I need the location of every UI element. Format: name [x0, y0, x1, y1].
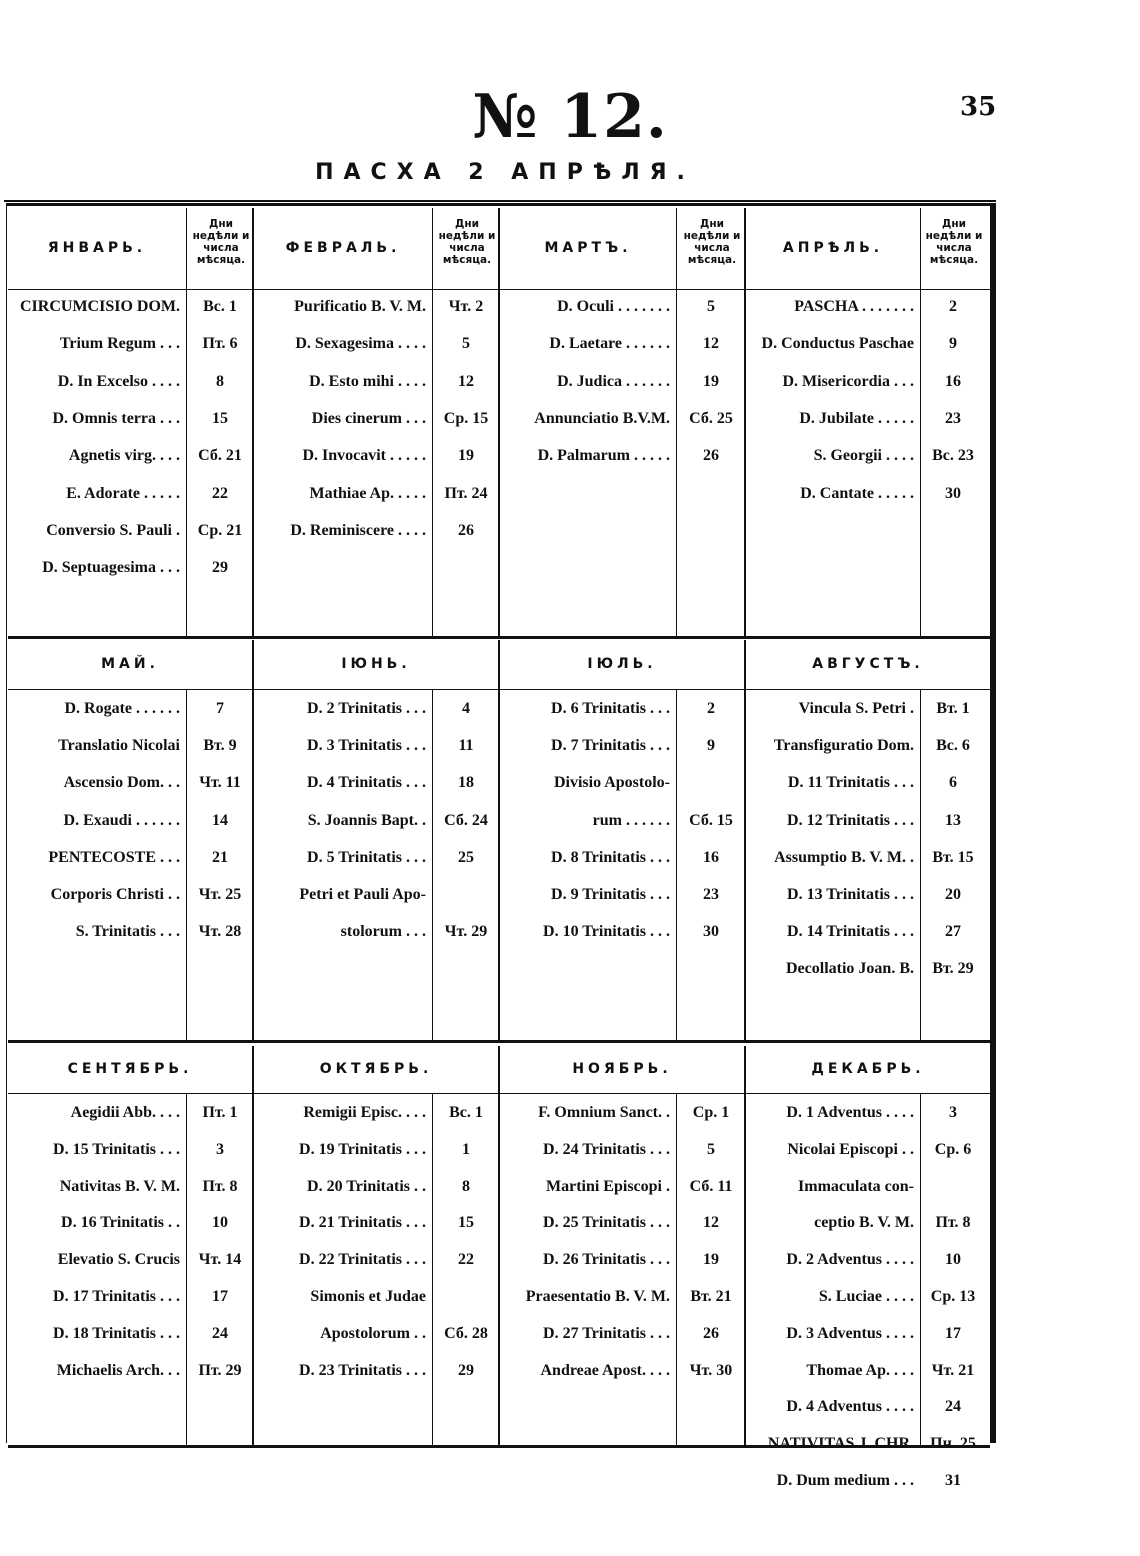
feast-day: Вс. 6 — [936, 737, 970, 755]
feast-day: Вт. 1 — [936, 700, 970, 717]
feast-name: Elevatio S. Crucis — [57, 1251, 180, 1269]
feast-day: 17 — [945, 1324, 961, 1342]
feast-day: Вс. 1 — [203, 298, 237, 315]
feast-name: D. 3 Trinitatis . . . — [307, 737, 426, 755]
block-bottom-rule — [8, 1040, 990, 1043]
feast-name: D. 17 Trinitatis . . . — [53, 1288, 180, 1305]
feast-name: D. Conductus Paschae — [761, 335, 914, 353]
day-column-header: Дни недѣли и числа мѣсяца. — [925, 218, 983, 266]
feast-day: 5 — [707, 298, 715, 315]
block-bottom-rule — [8, 636, 990, 639]
feast-name: D. Reminiscere . . . . — [290, 521, 426, 539]
feast-name: D. Omnis terra . . . — [52, 409, 180, 427]
feast-name: Petri et Pauli Apo- — [299, 886, 426, 903]
feast-day: Чт. 11 — [199, 774, 241, 792]
month-header: АПРѢЛЬ. — [782, 240, 884, 256]
feast-name: D. 20 Trinitatis . . — [307, 1177, 426, 1195]
feast-name: D. Jubilate . . . . . — [799, 409, 914, 427]
feast-day: 2 — [949, 298, 957, 315]
feast-day: 26 — [703, 447, 719, 465]
month-divider — [252, 640, 254, 1040]
feast-name: Assumptio B. V. M. . — [774, 848, 914, 866]
feast-name: D. 25 Trinitatis . . . — [543, 1214, 670, 1232]
feast-name: D. 3 Adventus . . . . — [786, 1324, 914, 1342]
feast-day: 12 — [458, 372, 474, 390]
feast-day: 21 — [212, 848, 228, 866]
month-header: СЕНТЯБРЬ. — [67, 1061, 193, 1077]
feast-name: D. Cantate . . . . . — [800, 484, 914, 502]
feast-day: Вт. 15 — [932, 848, 974, 866]
feast-name: Decollatio Joan. B. — [786, 960, 914, 978]
feast-day: 16 — [703, 848, 719, 866]
feast-name: D. 14 Trinitatis . . . — [787, 923, 914, 941]
feast-day: 18 — [458, 774, 474, 792]
feast-day: 23 — [703, 886, 719, 903]
feast-day: 15 — [458, 1214, 474, 1232]
feast-name: Martini Episcopi . — [545, 1177, 670, 1195]
feast-name: D. 23 Trinitatis . . . — [299, 1361, 426, 1379]
feast-day: 6 — [949, 774, 957, 792]
feast-day: 15 — [212, 409, 228, 427]
day-column-header: Дни недѣли и числа мѣсяца. — [683, 218, 741, 266]
feast-day: Вт. 9 — [203, 737, 237, 755]
feast-day: 14 — [212, 811, 228, 829]
table-left-border — [6, 203, 7, 1443]
day-column-header: Дни недѣли и числа мѣсяца. — [438, 218, 496, 266]
top-rule — [4, 200, 996, 202]
feast-name: Immaculata con- — [798, 1177, 914, 1195]
feast-name: D. 13 Trinitatis . . . — [787, 886, 914, 903]
feast-name: D. 7 Trinitatis . . . — [551, 737, 670, 755]
feast-day: Пт. 8 — [935, 1214, 971, 1232]
feast-name: PASCHA . . . . . . . — [794, 298, 914, 315]
feast-day: Ср. 15 — [443, 409, 489, 427]
month-header: ОКТЯБРЬ. — [319, 1061, 433, 1077]
feast-day: 19 — [703, 1251, 719, 1269]
feast-name: Transfiguratio Dom. — [773, 737, 914, 755]
feast-name: D. 19 Trinitatis . . . — [299, 1140, 426, 1158]
feast-name: Ascensio Dom. . . — [63, 774, 180, 792]
feast-name: Agnetis virg. . . . — [68, 447, 180, 465]
feast-day: Вс. 23 — [932, 447, 974, 465]
feast-day: Пн. 25 — [930, 1435, 976, 1453]
month-header: НОЯБРЬ. — [572, 1061, 672, 1077]
feast-day: Ср. 1 — [692, 1104, 730, 1121]
month-divider — [744, 1046, 746, 1445]
feast-day: 3 — [949, 1104, 957, 1121]
feast-day: 8 — [462, 1177, 470, 1195]
feast-day: Сб. 11 — [689, 1177, 733, 1195]
feast-name: D. Rogate . . . . . . — [64, 700, 180, 717]
feast-day: Ср. 6 — [934, 1140, 972, 1158]
table-right-border — [990, 203, 996, 1443]
feast-name: Apostolorum . . — [320, 1324, 426, 1342]
feast-name: Praesentatio B. V. M. — [525, 1288, 670, 1305]
feast-day: 26 — [458, 521, 474, 539]
feast-name: Thomae Ap. . . . — [806, 1361, 914, 1379]
feast-day: 5 — [462, 335, 470, 353]
feast-name: Translatio Nicolai — [58, 737, 180, 755]
feast-name: D. Misericordia . . . — [782, 372, 914, 390]
feast-day: Чт. 29 — [444, 923, 488, 941]
feast-day: 24 — [212, 1324, 228, 1342]
feast-name: D. 6 Trinitatis . . . — [551, 700, 670, 717]
feast-name: D. 4 Trinitatis . . . — [307, 774, 426, 792]
feast-name: D. 21 Trinitatis . . . — [299, 1214, 426, 1232]
feast-day: Сб. 21 — [198, 447, 242, 465]
feast-name: Conversio S. Pauli . — [46, 521, 180, 539]
feast-name: Divisio Apostolo- — [553, 774, 670, 792]
feast-name: S. Georgii . . . . — [813, 447, 914, 465]
feast-day: 16 — [945, 372, 961, 390]
feast-name: D. Sexagesima . . . . — [295, 335, 426, 353]
feast-name: D. Invocavit . . . . . — [302, 447, 426, 465]
feast-name: D. Septuagesima . . . — [42, 559, 180, 577]
feast-name: stolorum . . . — [340, 923, 426, 941]
feast-day: 4 — [462, 700, 470, 717]
feast-day: 22 — [212, 484, 228, 502]
feast-day: Вт. 29 — [932, 960, 974, 978]
feast-name: S. Joannis Bapt. . — [307, 811, 426, 829]
feast-day: 12 — [703, 1214, 719, 1232]
feast-name: Nicolai Episcopi . . — [787, 1140, 914, 1158]
feast-name: Andreae Apost. . . . — [540, 1361, 670, 1379]
feast-day: 1 — [462, 1140, 470, 1158]
month-header: АВГУСТЪ. — [812, 656, 924, 672]
month-divider — [498, 640, 500, 1040]
feast-name: Michaelis Arch. . . — [56, 1361, 180, 1379]
feast-day: 20 — [945, 886, 961, 903]
feast-name: NATIVITAS J. CHR. — [767, 1435, 914, 1453]
day-column-header: Дни недѣли и числа мѣсяца. — [192, 218, 250, 266]
feast-name: Nativitas B. V. M. — [59, 1177, 180, 1195]
table-top-rule — [6, 203, 996, 206]
feast-name: D. 22 Trinitatis . . . — [299, 1251, 426, 1269]
month-header: МАЙ. — [101, 656, 159, 672]
feast-name: Trium Regum . . . — [59, 335, 180, 353]
feast-name: D. 8 Trinitatis . . . — [551, 848, 670, 866]
feast-name: D. Esto mihi . . . . — [309, 372, 426, 390]
feast-day: 30 — [945, 484, 961, 502]
feast-day: 29 — [212, 559, 228, 577]
feast-name: Dies cinerum . . . — [311, 409, 426, 427]
month-header: IЮЛЬ. — [587, 656, 657, 672]
feast-day: 24 — [945, 1398, 961, 1416]
feast-name: D. Oculi . . . . . . . — [557, 298, 670, 315]
feast-name: D. Exaudi . . . . . . — [63, 811, 180, 829]
feast-day: 7 — [216, 700, 224, 717]
feast-name: D. 4 Adventus . . . . — [786, 1398, 914, 1416]
feast-day: Сб. 25 — [689, 409, 733, 427]
feast-day: Чт. 14 — [198, 1251, 242, 1269]
feast-name: D. 2 Adventus . . . . — [786, 1251, 914, 1269]
feast-day: Пт. 29 — [198, 1361, 242, 1379]
feast-day: Чт. 25 — [198, 886, 242, 903]
feast-name: Aegidii Abb. . . . — [70, 1104, 180, 1121]
feast-day: 5 — [707, 1140, 715, 1158]
feast-name: D. 16 Trinitatis . . — [61, 1214, 180, 1232]
feast-day: Пт. 6 — [202, 335, 238, 353]
feast-name: D. 5 Trinitatis . . . — [307, 848, 426, 866]
feast-day: Чт. 21 — [931, 1361, 975, 1379]
feast-name: D. 11 Trinitatis . . . — [787, 774, 914, 792]
feast-day: Пт. 24 — [444, 484, 488, 502]
feast-name: Annunciatio B.V.M. — [534, 409, 670, 427]
feast-day: 25 — [458, 848, 474, 866]
feast-day: 9 — [949, 335, 957, 353]
feast-name: D. 9 Trinitatis . . . — [551, 886, 670, 903]
feast-day: 12 — [703, 335, 719, 353]
feast-day: Чт. 30 — [689, 1361, 733, 1379]
feast-name: Purificatio B. V. M. — [294, 298, 426, 315]
feast-name: CIRCUMCISIO DOM. — [20, 298, 180, 315]
feast-day: 23 — [945, 409, 961, 427]
feast-name: Vincula S. Petri . — [798, 700, 914, 717]
feast-name: E. Adorate . . . . . — [66, 484, 180, 502]
month-divider — [252, 1046, 254, 1445]
month-header: ДЕКАБРЬ. — [811, 1061, 925, 1077]
feast-name: Corporis Christi . . — [50, 886, 180, 903]
feast-day: 9 — [707, 737, 715, 755]
feast-name: S. Trinitatis . . . — [75, 923, 180, 941]
feast-name: Mathiae Ap. . . . . — [309, 484, 426, 502]
feast-name: D. Laetare . . . . . . — [549, 335, 670, 353]
page-title: № 12. — [472, 82, 668, 152]
feast-day: 31 — [945, 1472, 961, 1489]
month-header: МАРТЪ. — [544, 240, 632, 256]
feast-name: D. Dum medium . . . — [776, 1472, 914, 1489]
feast-name: PENTECOSTE . . . — [48, 848, 180, 866]
page-number: 35 — [960, 92, 997, 122]
feast-name: D. 12 Trinitatis . . . — [787, 811, 914, 829]
feast-day: Пт. 1 — [202, 1104, 238, 1121]
feast-day: 30 — [703, 923, 719, 941]
feast-name: D. 10 Trinitatis . . . — [543, 923, 670, 941]
feast-day: 22 — [458, 1251, 474, 1269]
feast-name: D. 24 Trinitatis . . . — [543, 1140, 670, 1158]
feast-day: Ср. 21 — [197, 521, 243, 539]
feast-name: ceptio B. V. M. — [814, 1214, 914, 1232]
feast-day: Пт. 8 — [202, 1177, 238, 1195]
feast-name: D. 15 Trinitatis . . . — [53, 1140, 180, 1158]
feast-day: Сб. 15 — [689, 811, 733, 829]
feast-name: Simonis et Judae — [310, 1288, 426, 1305]
feast-name: F. Omnium Sanct. . — [538, 1104, 670, 1121]
month-header: IЮНЬ. — [341, 656, 411, 672]
feast-day: 11 — [458, 737, 474, 755]
feast-day: 29 — [458, 1361, 474, 1379]
feast-name: D. 27 Trinitatis . . . — [543, 1324, 670, 1342]
feast-name: D. Judica . . . . . . — [557, 372, 670, 390]
feast-day: 19 — [458, 447, 474, 465]
feast-name: D. 18 Trinitatis . . . — [53, 1324, 180, 1342]
page-subtitle: ПАСХА 2 АПРѢЛЯ. — [315, 160, 695, 185]
feast-day: Ср. 13 — [930, 1288, 976, 1305]
feast-name: D. 26 Trinitatis . . . — [543, 1251, 670, 1269]
feast-day: Вс. 1 — [449, 1104, 483, 1121]
feast-day: Вт. 21 — [690, 1288, 732, 1305]
feast-day: 19 — [703, 372, 719, 390]
feast-name: Remigii Episc. . . . — [303, 1104, 426, 1121]
feast-name: D. 1 Adventus . . . . — [786, 1104, 914, 1121]
feast-day: 2 — [707, 700, 715, 717]
month-header: ЯНВАРЬ. — [47, 240, 147, 256]
feast-name: D. 2 Trinitatis . . . — [307, 700, 426, 717]
month-divider — [744, 640, 746, 1040]
feast-name: D. In Excelso . . . . — [57, 372, 180, 390]
month-header: ФЕВРАЛЬ. — [285, 240, 401, 256]
feast-day: 13 — [945, 811, 961, 829]
feast-day: Чт. 2 — [448, 298, 484, 315]
feast-day: 10 — [945, 1251, 961, 1269]
feast-day: 27 — [945, 923, 961, 941]
feast-day: 26 — [703, 1324, 719, 1342]
feast-name: rum . . . . . . — [592, 811, 670, 829]
feast-name: D. Palmarum . . . . . — [537, 447, 670, 465]
feast-day: 3 — [216, 1140, 224, 1158]
month-divider — [498, 1046, 500, 1445]
feast-day: 17 — [212, 1288, 228, 1305]
feast-day: 10 — [212, 1214, 228, 1232]
feast-day: Сб. 24 — [444, 811, 488, 829]
feast-name: S. Luciae . . . . — [818, 1288, 914, 1305]
feast-day: Сб. 28 — [444, 1324, 488, 1342]
feast-day: Чт. 28 — [198, 923, 242, 941]
feast-day: 8 — [216, 372, 224, 390]
